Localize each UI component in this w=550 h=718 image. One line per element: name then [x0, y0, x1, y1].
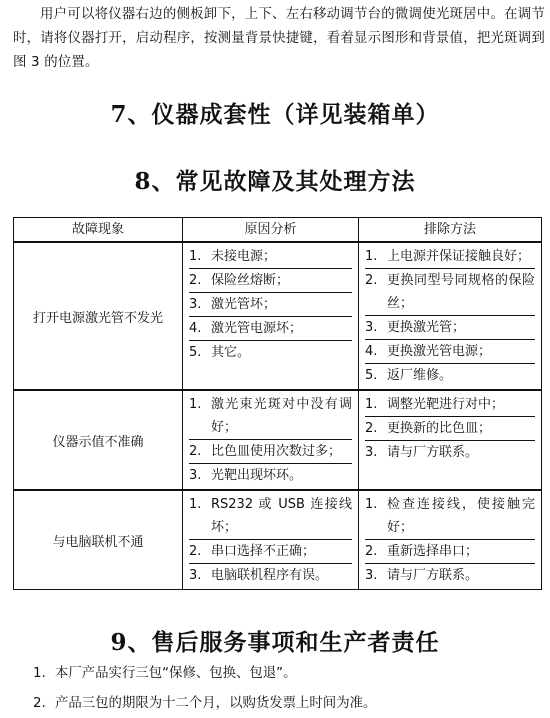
list-text: 请与厂方联系。 — [387, 445, 479, 460]
list-item — [189, 493, 352, 540]
list-item — [189, 341, 352, 364]
list-number: 2. — [365, 544, 378, 559]
table-row — [14, 242, 542, 390]
fault-symptom: 与电脑联机不通 — [14, 490, 183, 590]
list-text: 请与厂方联系。 — [387, 568, 479, 583]
list-number: 3. — [365, 445, 378, 460]
list-text: 未接电源； — [211, 249, 277, 264]
cause-cell — [183, 390, 359, 490]
list-text: 激光管电源坏； — [211, 321, 303, 336]
table-row — [14, 390, 542, 490]
list-item — [365, 316, 535, 340]
table-row — [14, 490, 542, 590]
list-item — [189, 464, 352, 487]
list-text: 激光束光斑对中没有调好； — [211, 397, 352, 435]
list-item — [365, 564, 535, 587]
list-item — [189, 440, 352, 464]
fix-cell — [359, 242, 542, 390]
fault-symptom: 打开电源激光管不发光 — [14, 242, 183, 390]
fault-symptom: 仪器示值不准确 — [14, 390, 183, 490]
fix-cell — [359, 490, 542, 590]
header-cause: 原因分析 — [183, 218, 359, 243]
list-number: 1. — [33, 666, 46, 681]
list-text: RS232 或 USB 连接线坏； — [211, 497, 352, 535]
intro-paragraph: 用户可以将仪器右边的侧板卸下，上下、左右移动调节台的微调使光斑居中。在调节时，请将仪器打开，启动程序，按测量背景快捷键，看着显示图形和背景值，把光斑调到图 3 的位置。 — [13, 7, 545, 70]
list-number: 3. — [189, 468, 202, 483]
list-number: 1. — [365, 397, 378, 412]
list-number: 3. — [189, 568, 202, 583]
list-number: 5. — [365, 368, 378, 383]
list-item — [365, 540, 535, 564]
list-text: 重新选择串口； — [387, 544, 479, 559]
list-text: 光靶出现坏环。 — [211, 468, 303, 483]
fix-cell — [359, 390, 542, 490]
list-item — [365, 340, 535, 364]
list-item — [365, 417, 535, 441]
list-number: 3. — [189, 297, 202, 312]
list-number: 4. — [189, 321, 202, 336]
list-number: 1. — [189, 497, 202, 512]
cause-cell — [183, 242, 359, 390]
list-number: 2. — [189, 444, 202, 459]
list-number: 3. — [365, 320, 378, 335]
table-header-row — [14, 218, 542, 243]
list-text: 更换同型号同规格的保险丝； — [387, 273, 535, 311]
list-item — [365, 364, 535, 387]
list-text: 调整光靶进行对中； — [387, 397, 505, 412]
header-fix: 排除方法 — [359, 218, 542, 243]
list-text: 更换新的比色皿； — [387, 421, 492, 436]
section-7-heading: 7、仪器成套性（详见装箱单） — [110, 101, 440, 128]
list-number: 5. — [189, 345, 202, 360]
list-text: 上电源并保证接触良好； — [387, 249, 531, 264]
list-number: 2. — [33, 696, 46, 711]
section-9-heading: 9、售后服务事项和生产者责任 — [110, 629, 440, 656]
list-text: 比色皿使用次数过多； — [211, 444, 342, 459]
list-number: 3. — [365, 568, 378, 583]
list-text: 其它。 — [211, 345, 251, 360]
list-number: 2. — [189, 273, 202, 288]
list-number: 1. — [365, 249, 378, 264]
list-number: 1. — [365, 497, 378, 512]
list-item — [365, 393, 535, 417]
list-number: 2. — [365, 421, 378, 436]
after-sales-item — [33, 664, 297, 684]
list-item — [365, 245, 535, 269]
list-number: 1. — [189, 249, 202, 264]
list-item — [189, 269, 352, 293]
cause-cell — [183, 490, 359, 590]
list-text: 产品三包的期限为十二个月，以购货发票上时间为准。 — [55, 696, 377, 711]
list-number: 4. — [365, 344, 378, 359]
list-item — [189, 245, 352, 269]
fault-table — [13, 217, 542, 590]
list-item — [365, 269, 535, 316]
list-item — [189, 393, 352, 440]
list-text: 激光管坏； — [211, 297, 277, 312]
header-symptom: 故障现象 — [14, 218, 183, 243]
list-item — [189, 540, 352, 564]
list-text: 电脑联机程序有误。 — [211, 568, 329, 583]
list-text: 更换激光管； — [387, 320, 466, 335]
list-item — [365, 441, 535, 464]
list-text: 检查连接线，使接触完好； — [387, 497, 535, 535]
list-text: 串口选择不正确； — [211, 544, 316, 559]
list-text: 本厂产品实行三包“保修、包换、包退”。 — [55, 666, 297, 681]
list-item — [189, 317, 352, 341]
list-item — [189, 293, 352, 317]
list-text: 保险丝熔断； — [211, 273, 290, 288]
list-number: 2. — [189, 544, 202, 559]
list-text: 返厂维修。 — [387, 368, 453, 383]
list-item — [365, 493, 535, 540]
list-number: 1. — [189, 397, 202, 412]
list-number: 2. — [365, 273, 378, 288]
list-item — [189, 564, 352, 587]
after-sales-item — [33, 694, 376, 714]
list-text: 更换激光管电源； — [387, 344, 492, 359]
section-8-heading: 8、常见故障及其处理方法 — [134, 168, 416, 195]
